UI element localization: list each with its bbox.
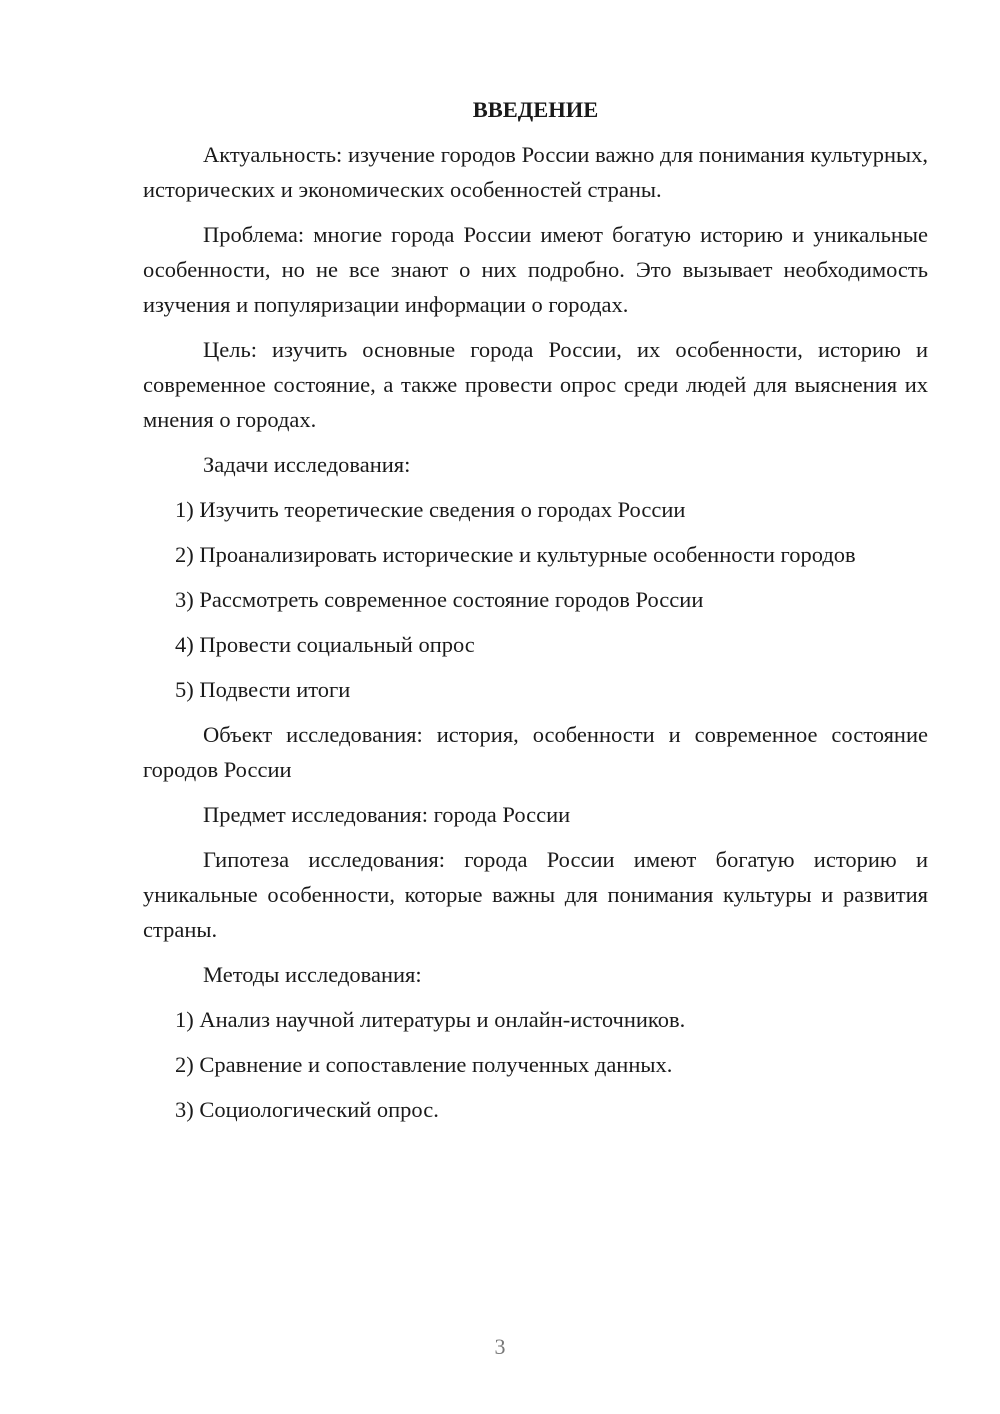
method-item-2: 2) Сравнение и сопоставление полученных данных. [175, 1052, 673, 1077]
hypothesis-paragraph: Гипотеза исследования: города России имеют богатую историю и уникальные особенности, которые важны для понимания культуры и развития страны. [143, 847, 928, 942]
subject-paragraph: Предмет исследования: города России [203, 802, 571, 827]
task-item-3: 3) Рассмотреть современное состояние городов России [175, 587, 704, 612]
tasks-heading: Задачи исследования: [203, 452, 411, 477]
goal-paragraph: Цель: изучить основные города России, их особенности, историю и современное состояние, а также провести опрос среди людей для выяснения их мнения о городах. [143, 337, 928, 432]
task-item-5: 5) Подвести итоги [175, 677, 351, 702]
task-item-1: 1) Изучить теоретические сведения о городах России [175, 497, 686, 522]
method-item-1: 1) Анализ научной литературы и онлайн-источников. [175, 1007, 686, 1032]
task-item-2: 2) Проанализировать исторические и культурные особенности городов [175, 542, 856, 567]
document-body [143, 92, 928, 1137]
methods-heading: Методы исследования: [203, 962, 422, 987]
relevance-paragraph: Актуальность: изучение городов России важно для понимания культурных, исторических и экономических особенностей страны. [143, 142, 928, 202]
task-item-4: 4) Провести социальный опрос [175, 632, 475, 657]
page-number: 3 [494, 1334, 506, 1359]
method-item-3: 3) Социологический опрос. [175, 1097, 439, 1122]
object-paragraph: Объект исследования: история, особенности и современное состояние городов России [143, 722, 928, 782]
page-title: ВВЕДЕНИЕ [472, 97, 599, 122]
problem-paragraph: Проблема: многие города России имеют богатую историю и уникальные особенности, но не все знают о них подробно. Это вызывает необходимость изучения и популяризации информации о городах. [143, 222, 928, 317]
